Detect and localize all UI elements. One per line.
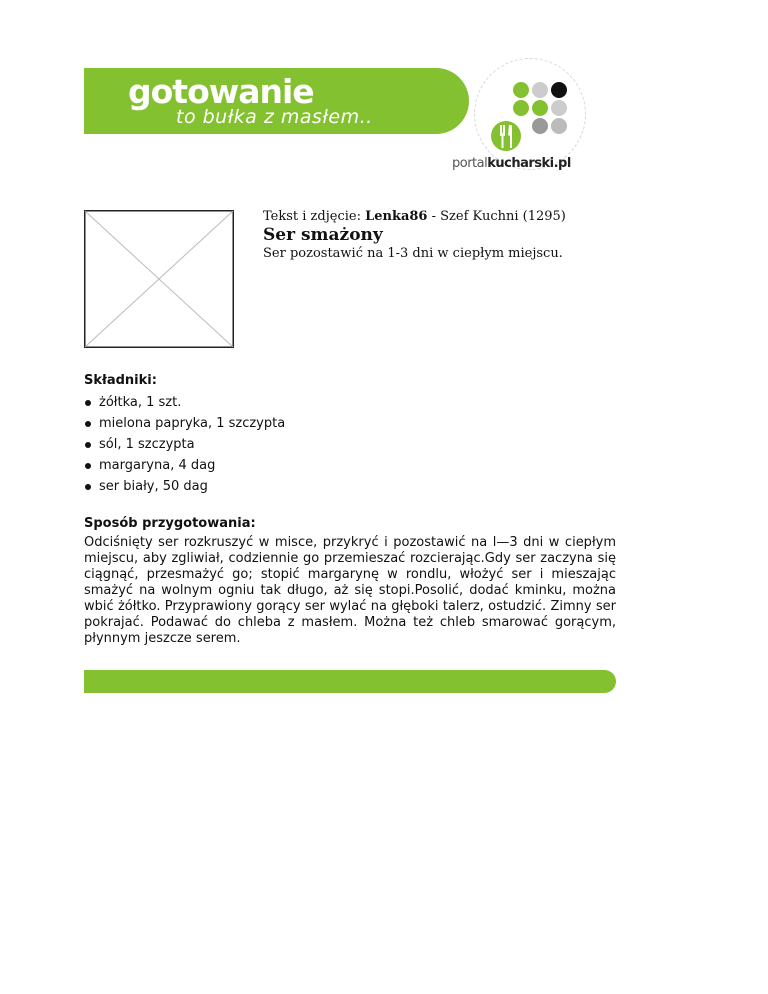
list-item: sól, 1 szczypta: [84, 434, 285, 455]
list-item: mielona papryka, 1 szczypta: [84, 413, 285, 434]
list-item: żółtka, 1 szt.: [84, 392, 285, 413]
portal-prefix: portal: [452, 156, 488, 171]
logo-dot: [532, 118, 548, 134]
ingredients-heading: Składniki:: [84, 373, 157, 388]
author-name: Lenka86: [365, 209, 428, 224]
credit-prefix: Tekst i zdjęcie:: [263, 209, 366, 224]
logo-dot: [532, 82, 548, 98]
portal-logo: [452, 156, 571, 171]
recipe-subtitle: Ser pozostawić na 1-3 dni w ciepłym miejscu.: [263, 246, 563, 261]
portal-name: kucharski.pl: [487, 156, 571, 171]
footer-bar: [84, 670, 616, 693]
preparation-text: Odciśnięty ser rozkruszyć w misce, przykryć i pozostawić na l—3 dni w ciepłym miejscu, aby zgliwiał, codziennie go przemieszać rozcierając.Gdy ser zaczyna się ciągnąć, przesmażyć go; stopić margarynę w rondlu, włożyć ser i mieszając smażyć na wolnym ogniu tak długo, aż się stopi.Posolić, dodać kminku, można wbić żółtko. Przyprawiony gorący ser wylać na głęboki talerz, ostudzić. Zimny ser pokrajać. Podawać do chleba z masłem. Można też chleb smarować gorącym, płynnym jeszcze serem.: [84, 535, 616, 646]
ingredients-list: [84, 392, 285, 497]
logo-dot: [551, 82, 567, 98]
logo-dot: [513, 82, 529, 98]
author-rank: - Szef Kuchni (1295): [427, 209, 566, 224]
banner-title: gotowanie: [128, 72, 314, 111]
logo-dot: [551, 100, 567, 116]
header-banner: [84, 68, 469, 134]
recipe-photo-placeholder: [84, 210, 234, 348]
logo-dot: [551, 118, 567, 134]
recipe-title: Ser smażony: [263, 225, 383, 245]
logo-dot: [532, 100, 548, 116]
list-item: ser biały, 50 dag: [84, 476, 285, 497]
list-item: margaryna, 4 dag: [84, 455, 285, 476]
banner-slogan: to bułka z masłem..: [176, 106, 373, 128]
logo-dot: [513, 100, 529, 116]
fork-knife-icon: [490, 116, 522, 154]
preparation-heading: Sposób przygotowania:: [84, 516, 256, 531]
recipe-credit: [263, 209, 566, 224]
